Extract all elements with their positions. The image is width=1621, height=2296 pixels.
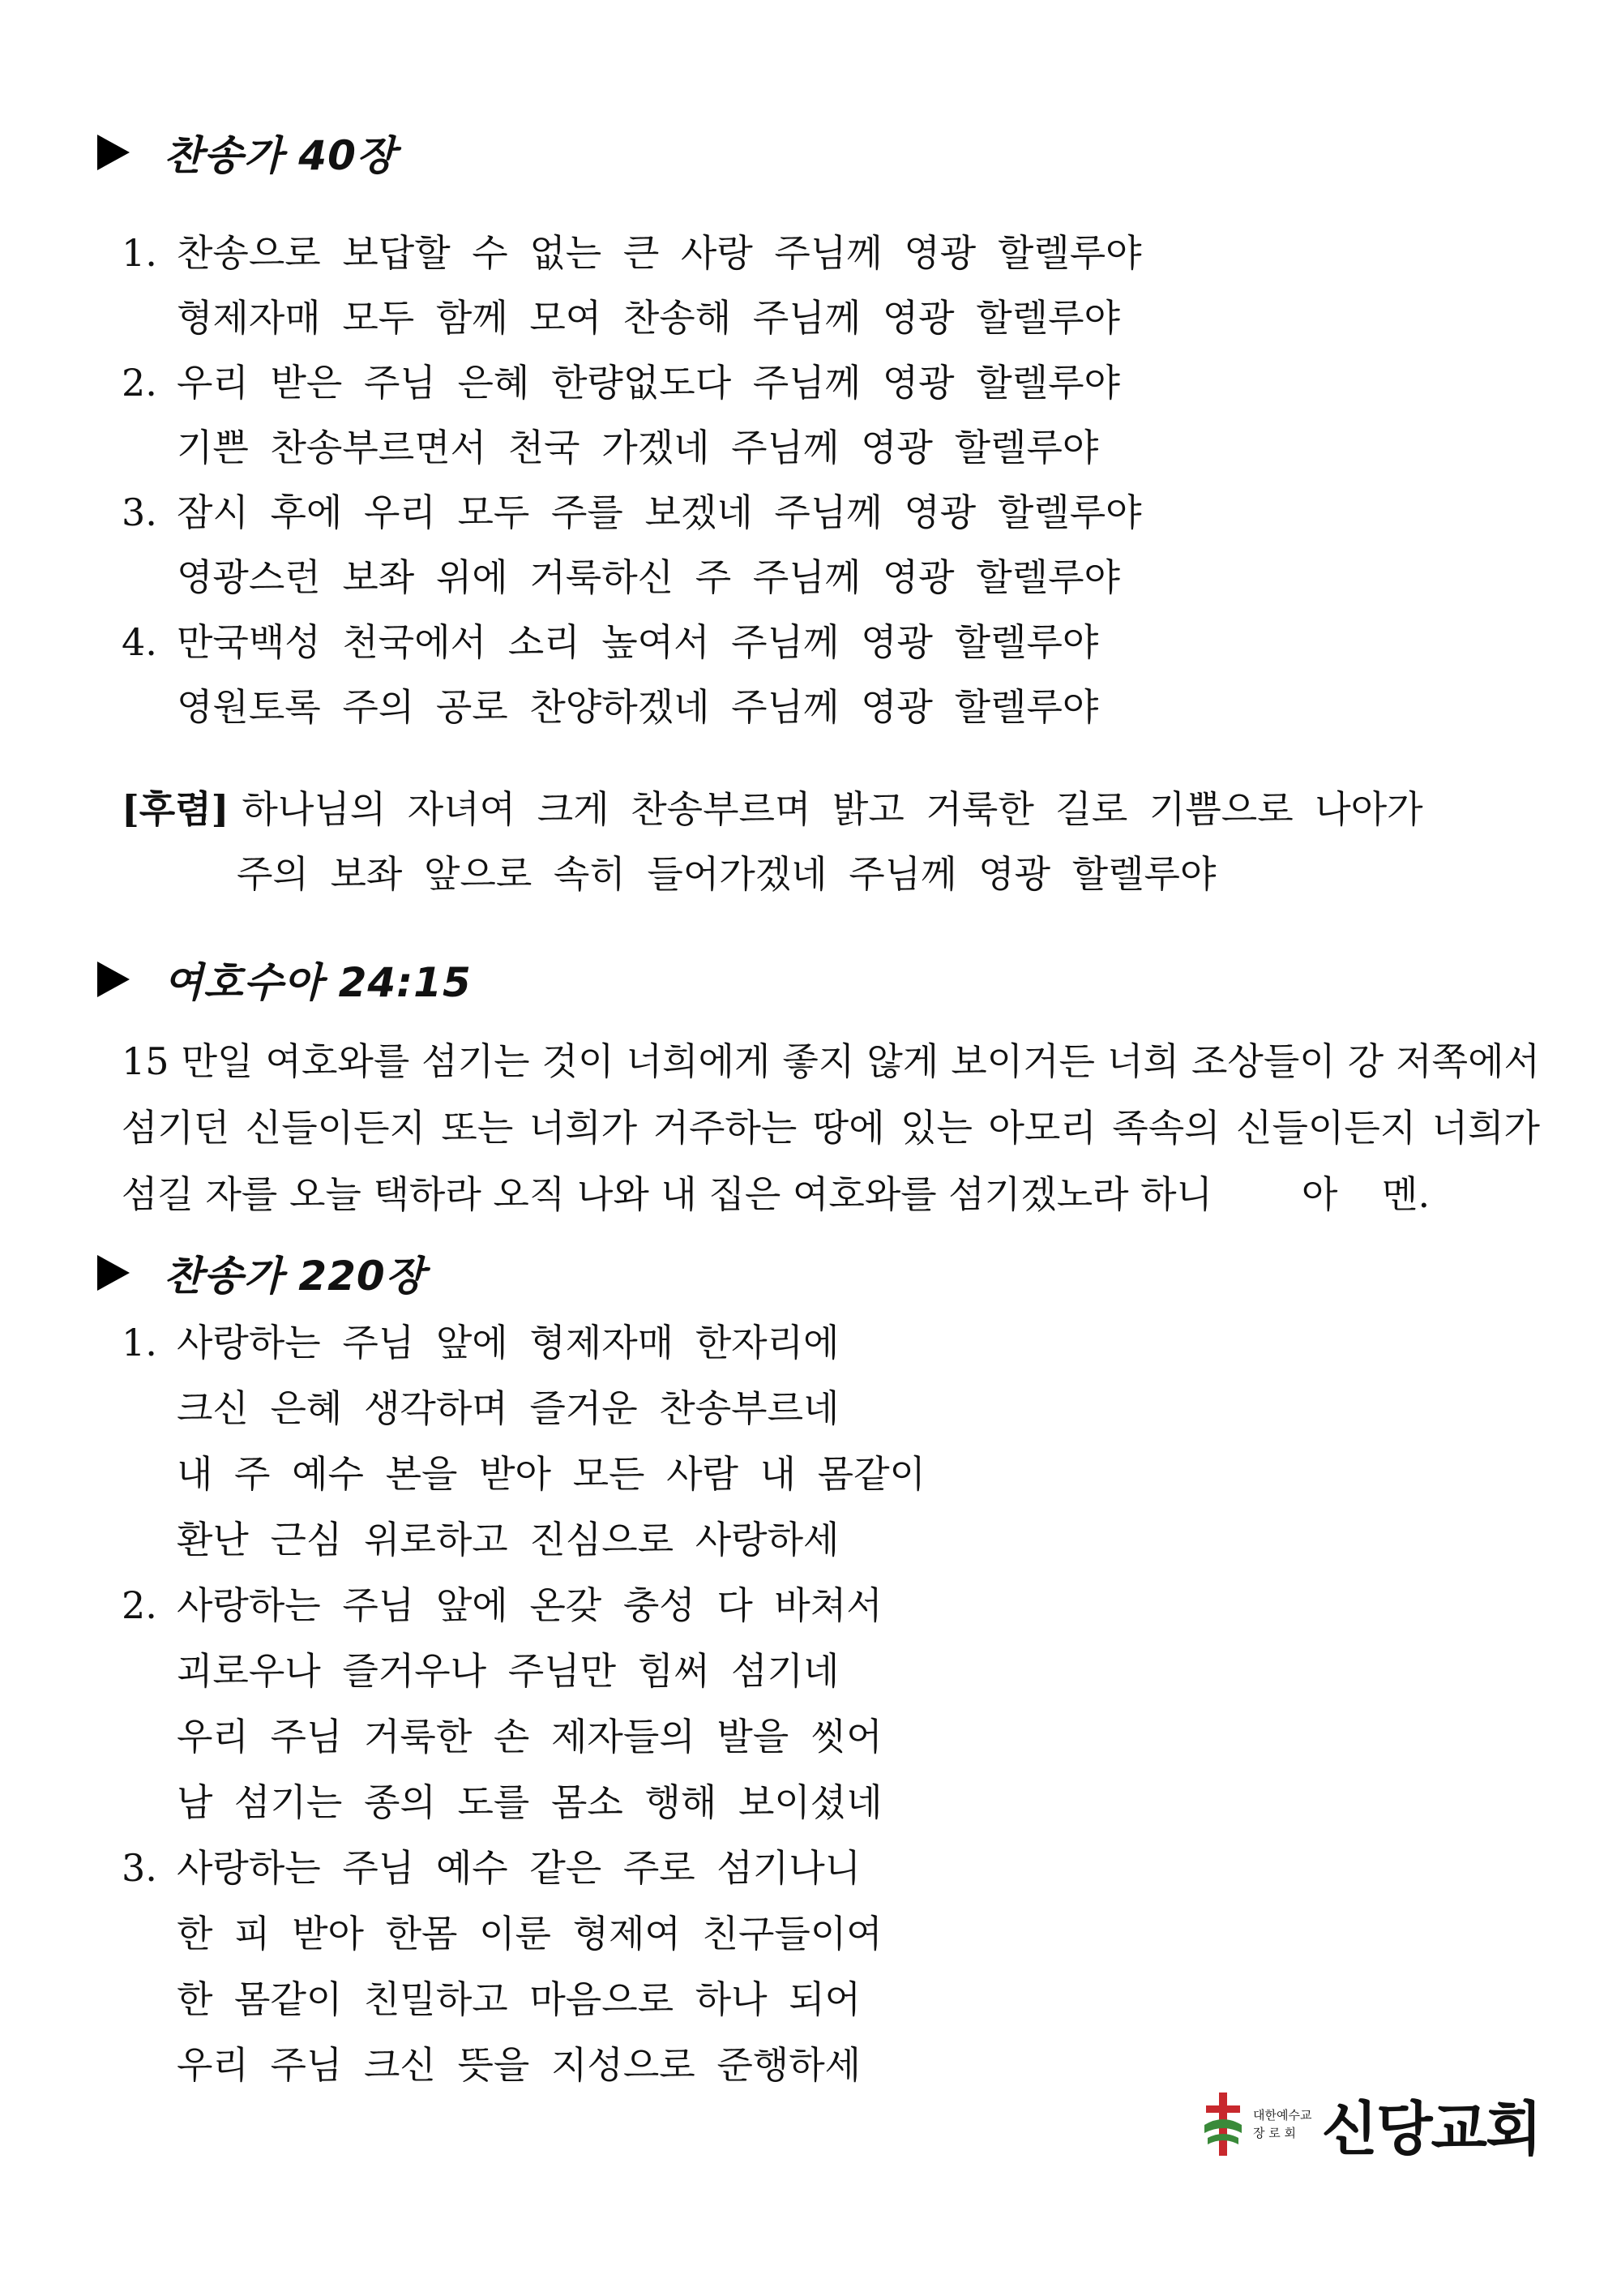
hymn220-v3-line1: 3. 사랑하는 주님 예수 같은 주로 섬기나니 — [122, 1846, 862, 1890]
hymn220-v2-line3: 우리 주님 거룩한 손 제자들의 발을 씻어 — [177, 1715, 883, 1758]
hymn220-heading — [97, 1240, 426, 1305]
triangle-bullet-icon — [97, 962, 130, 997]
chorus-label: [후렴] — [122, 787, 229, 831]
hymn220-v1-line1: 1. 사랑하는 주님 앞에 형제자매 한자리에 — [122, 1321, 840, 1364]
denomination-label: 대한예수교 장 로 회 — [1253, 2108, 1312, 2140]
hymn40-v2-line1: 2. 우리 받은 주님 은혜 한량없도다 주님께 영광 할렐루야 — [122, 361, 1120, 405]
hymn40-v2-line2: 기쁜 찬송부르면서 천국 가겠네 주님께 영광 할렐루야 — [177, 426, 1099, 469]
hymn40-v4-line2: 영원토록 주의 공로 찬양하겠네 주님께 영광 할렐루야 — [177, 685, 1099, 729]
hymn220-v1-line3: 내 주 예수 본을 받아 모든 사람 내 몸같이 — [177, 1452, 926, 1496]
scripture-heading — [97, 947, 472, 1012]
hymn40-chorus-line2: 주의 보좌 앞으로 속히 들어가겠네 주님께 영광 할렐루야 — [237, 852, 1217, 896]
hymn40-v1-line1: 1. 찬송으로 보답할 수 없는 큰 사랑 주님께 영광 할렐루야 — [122, 231, 1142, 275]
hymn40-v1-line2: 형제자매 모두 함께 모여 찬송해 주님께 영광 할렐루야 — [177, 296, 1120, 340]
hymn40-v3-line1: 3. 잠시 후에 우리 모두 주를 보겠네 주님께 영광 할렐루야 — [122, 490, 1142, 534]
church-logo — [1200, 2085, 1556, 2163]
hymn40-heading — [97, 120, 396, 185]
hymn220-title: 찬송가 220장 — [164, 1253, 426, 1300]
hymn40-chorus-line1: [후렴] 하나님의 자녀여 크게 찬송부르며 밝고 거룩한 길로 기쁨으로 나아가 — [122, 787, 1423, 831]
hymn220-v3-line3: 한 몸같이 친밀하고 마음으로 하나 되어 — [177, 1977, 862, 2021]
hymn220-v3-line2: 한 피 받아 한몸 이룬 형제여 친구들이여 — [177, 1912, 883, 1955]
hymn220-v3-line4: 우리 주님 크신 뜻을 지성으로 준행하세 — [177, 2043, 862, 2087]
hymn40-title: 찬송가 40장 — [164, 132, 397, 179]
hymn220-v1-line4: 환난 근심 위로하고 진심으로 사랑하세 — [177, 1518, 840, 1561]
hymn40-v3-line2: 영광스런 보좌 위에 거룩하신 주 주님께 영광 할렐루야 — [177, 555, 1120, 599]
hymn220-v2-line1: 2. 사랑하는 주님 앞에 온갖 충성 다 바쳐서 — [122, 1583, 883, 1627]
amen-text: 아 멘. — [1302, 1172, 1431, 1216]
hymn40-v4-line1: 4. 만국백성 천국에서 소리 높여서 주님께 영광 할렐루야 — [122, 620, 1099, 664]
scripture-title: 여호수아 24:15 — [164, 959, 472, 1006]
hymn220-v2-line4: 남 섬기는 종의 도를 몸소 행해 보이셨네 — [177, 1780, 883, 1824]
hymn220-v1-line2: 크신 은혜 생각하며 즐거운 찬송부르네 — [177, 1386, 840, 1430]
scripture-text: 15 만일 여호와를 섬기는 것이 너희에게 좋지 않게 보이거든 너희 조상들이 강 저쪽에서 섬기던 신들이든지 또는 너희가 거주하는 땅에 있는 아모리 족속의 신들이든지 너희가 섬길 자를 오늘 택하라 오직 나와 내 집은 여호와를 섬기겠노라 하니 아 멘. — [122, 1039, 1540, 1216]
church-name: 신당교회 — [1321, 2095, 1541, 2163]
hymn220-v2-line2: 괴로우나 즐거우나 주님만 힘써 섬기네 — [177, 1649, 840, 1693]
triangle-bullet-icon — [97, 1255, 130, 1291]
cross-emblem-icon — [1200, 2089, 1247, 2159]
triangle-bullet-icon — [97, 135, 130, 170]
